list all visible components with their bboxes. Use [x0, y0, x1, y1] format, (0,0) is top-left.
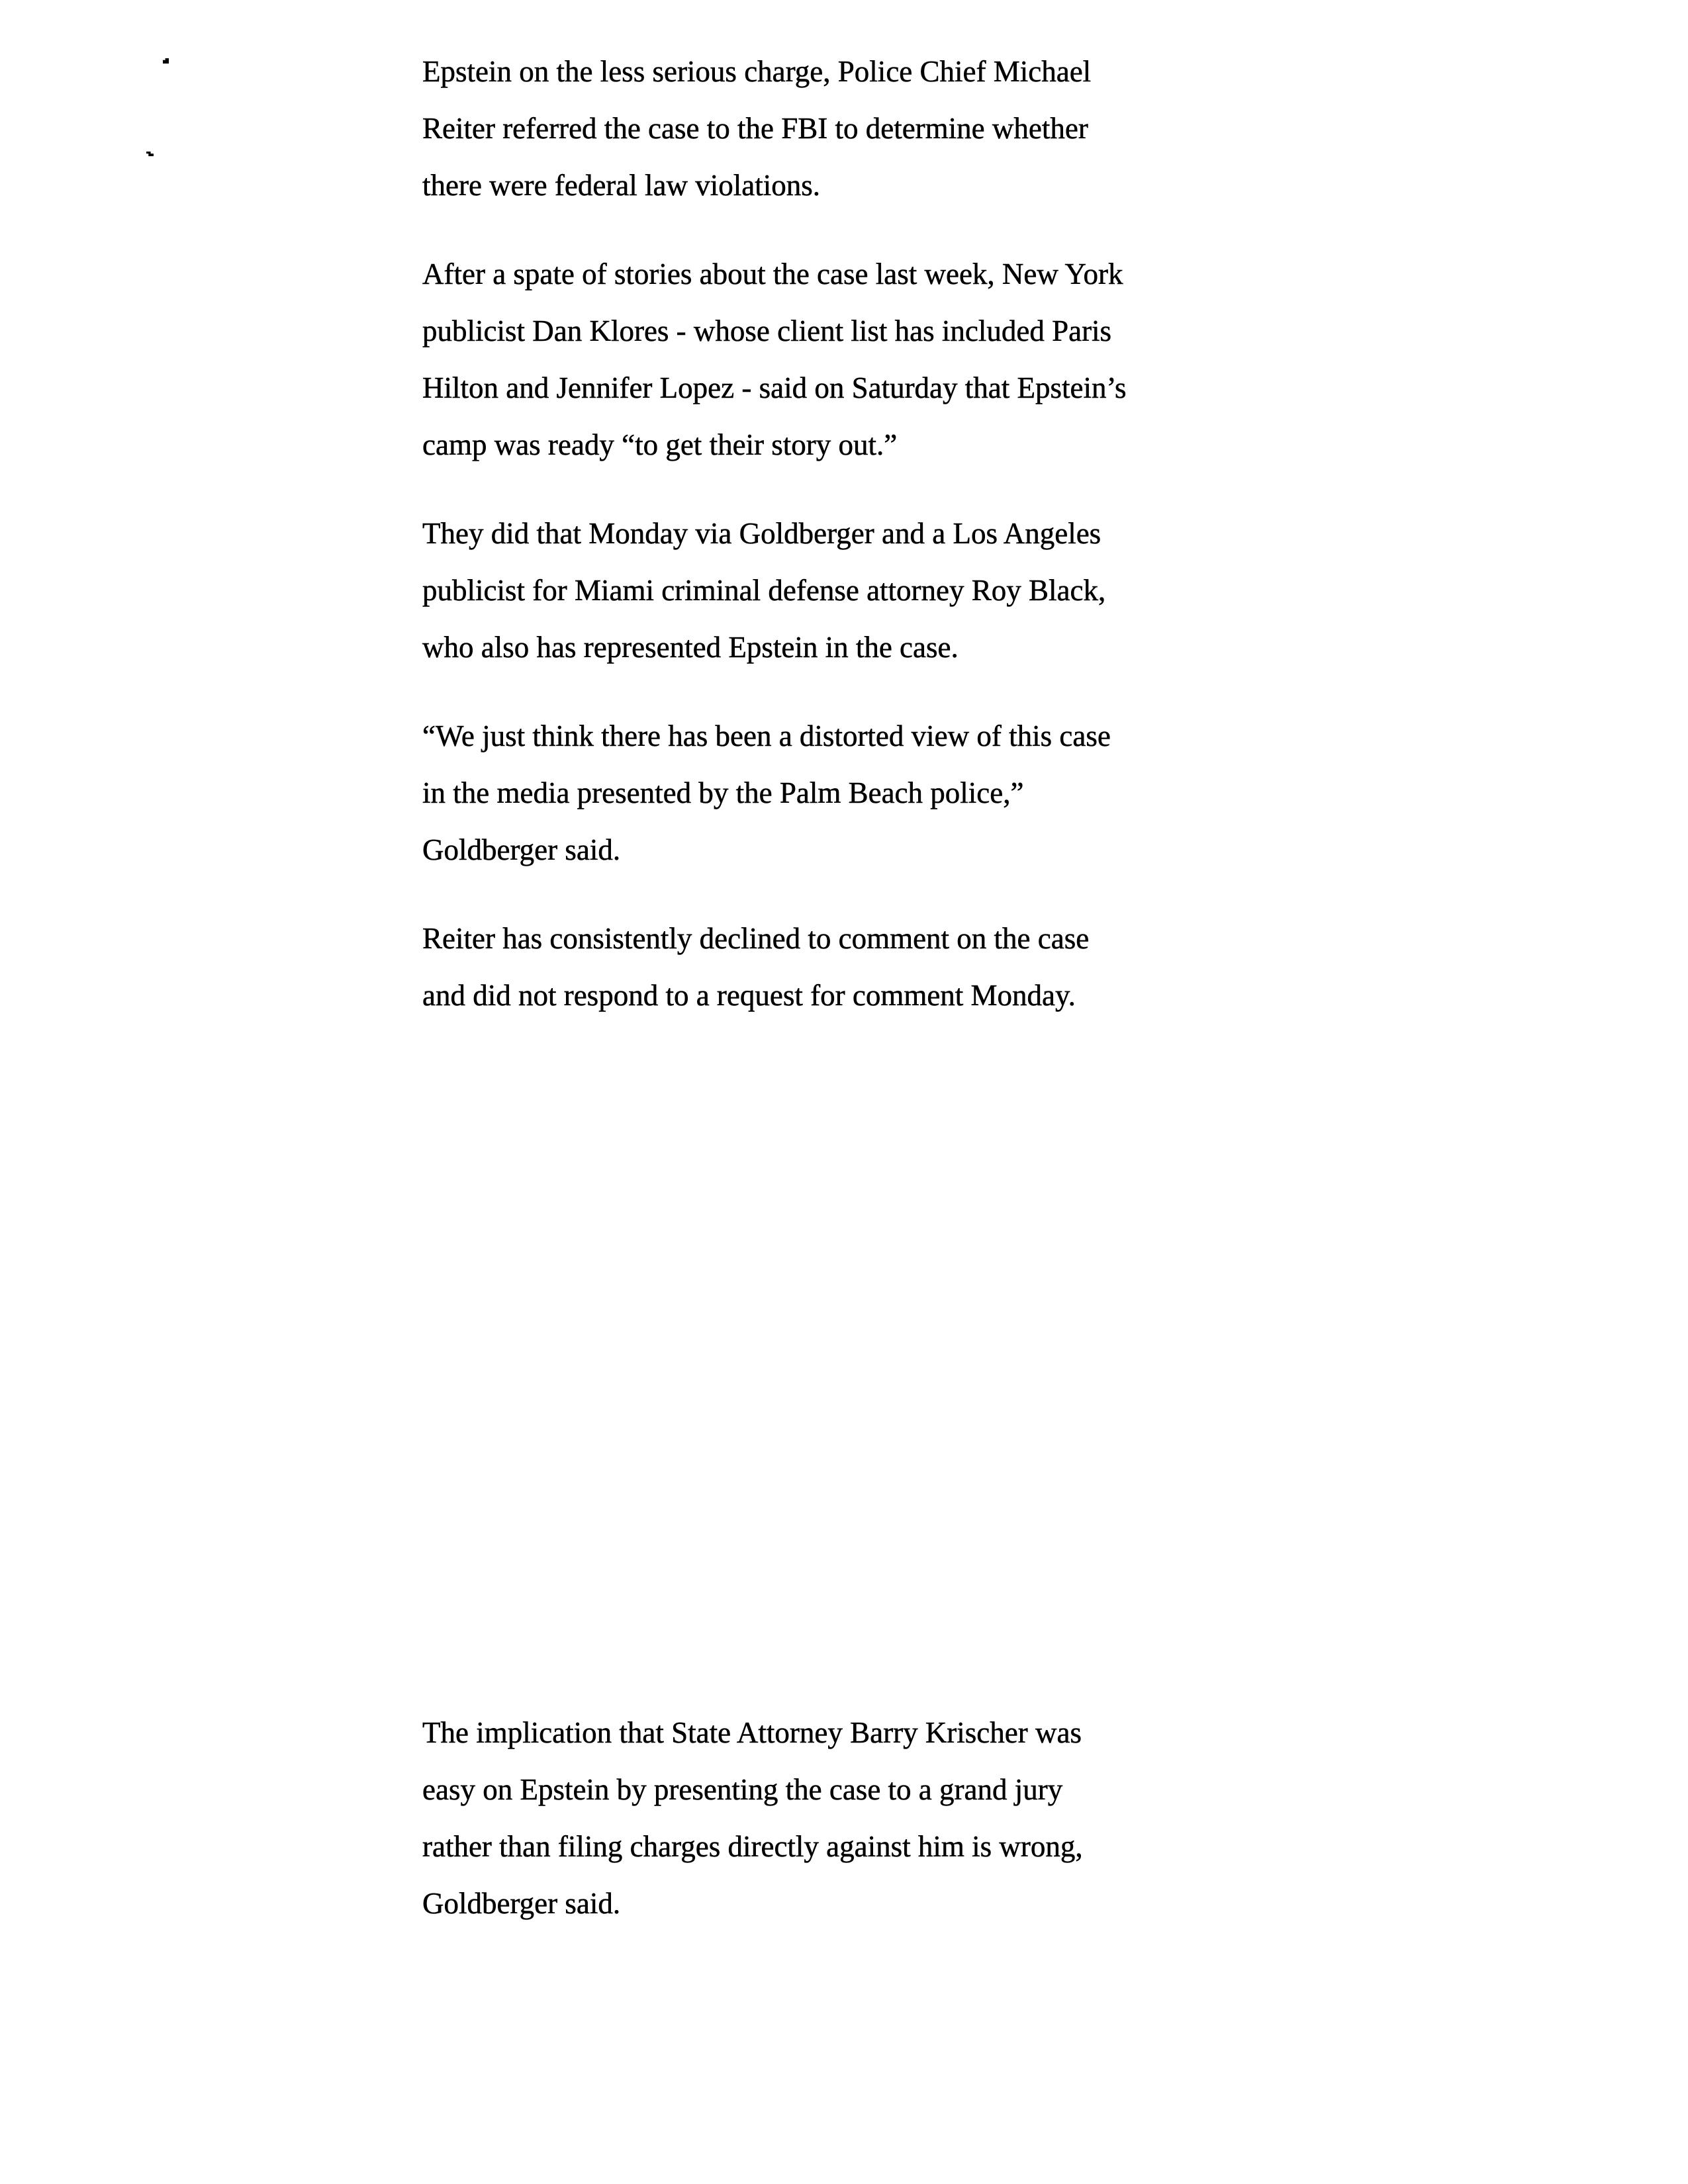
text-line: After a spate of stories about the case last week, New York — [422, 257, 1123, 291]
text-line: Hilton and Jennifer Lopez - said on Saturday that Epstein’s — [422, 371, 1127, 404]
document-text-column — [422, 43, 1309, 1932]
text-line: Goldberger said. — [422, 1887, 621, 1920]
text-line: publicist for Miami criminal defense attorney Roy Black, — [422, 574, 1106, 607]
text-line: rather than filing charges directly against him is wrong, — [422, 1830, 1083, 1863]
text-line: They did that Monday via Goldberger and a Los Angeles — [422, 517, 1102, 550]
text-line: Reiter referred the case to the FBI to determine whether — [422, 112, 1088, 145]
text-line: Epstein on the less serious charge, Police Chief Michael — [422, 55, 1092, 88]
text-line: Goldberger said. — [422, 833, 621, 866]
text-line: who also has represented Epstein in the case. — [422, 631, 959, 664]
paragraph — [422, 246, 1309, 473]
text-line: publicist Dan Klores - whose client list has included Paris — [422, 314, 1112, 347]
text-line: camp was ready “to get their story out.” — [422, 428, 898, 461]
scan-artifact-speck — [163, 58, 169, 64]
text-line: and did not respond to a request for comment Monday. — [422, 979, 1076, 1012]
scan-artifact-speck — [146, 152, 154, 156]
paragraph — [422, 1704, 1309, 1932]
text-line: Reiter has consistently declined to comment on the case — [422, 922, 1090, 955]
paragraph — [422, 910, 1309, 1024]
text-line: “We just think there has been a distorted view of this case — [422, 719, 1111, 752]
paragraph — [422, 707, 1309, 878]
text-line: easy on Epstein by presenting the case to a grand jury — [422, 1773, 1063, 1806]
paragraph — [422, 505, 1309, 676]
text-line: in the media presented by the Palm Beach police,” — [422, 776, 1024, 809]
text-line: there were federal law violations. — [422, 169, 820, 202]
paragraph — [422, 43, 1309, 214]
text-line: The implication that State Attorney Barry Krischer was — [422, 1716, 1082, 1749]
